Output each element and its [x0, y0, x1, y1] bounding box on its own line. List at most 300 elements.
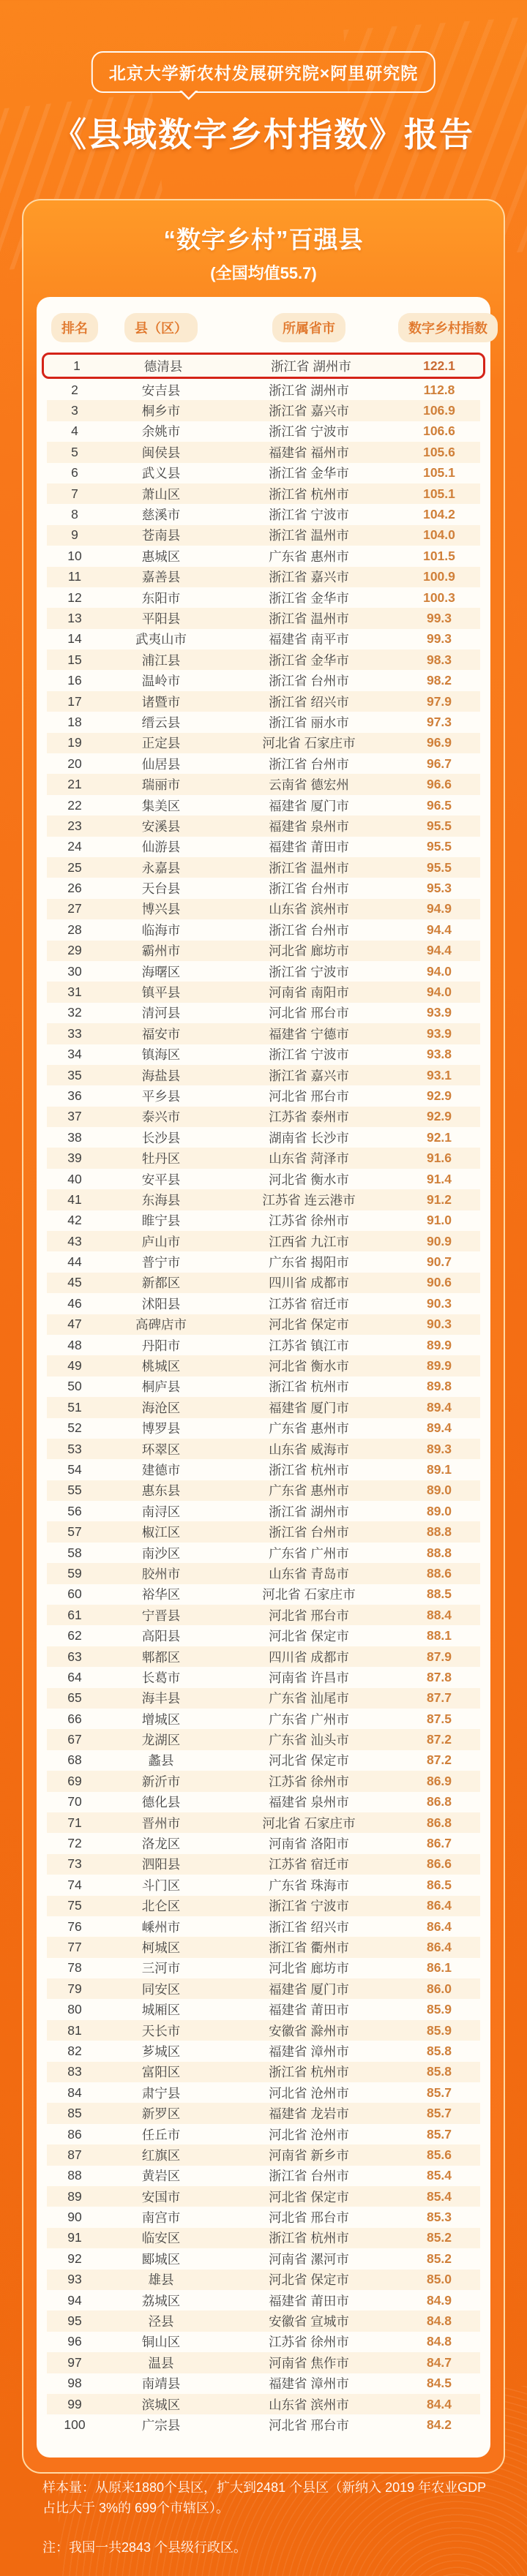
- table-row: [47, 2394, 480, 2414]
- province-cell: 浙江省 宁波市: [269, 1899, 349, 1914]
- province-cell: 四川省 成都市: [269, 1276, 349, 1291]
- rank-cell: 51: [67, 1399, 82, 1415]
- county-cell: 庐山市: [141, 1234, 181, 1249]
- index-cell: 87.8: [426, 1669, 452, 1684]
- table-row: [47, 546, 480, 566]
- county-cell: 城厢区: [141, 2003, 181, 2018]
- county-cell: 晋州市: [141, 1815, 181, 1831]
- index-cell: 97.3: [426, 714, 452, 729]
- rank-cell: 91: [67, 2230, 82, 2245]
- county-cell: 安平县: [141, 1172, 181, 1187]
- table-row: [47, 1543, 480, 1563]
- province-cell: 江苏省 徐州市: [269, 2335, 349, 2350]
- rank-cell: 20: [67, 756, 82, 771]
- rank-cell: 37: [67, 1109, 82, 1124]
- county-cell: 桐庐县: [141, 1379, 181, 1395]
- index-cell: 86.0: [426, 1981, 452, 1996]
- county-cell: 郫都区: [141, 1649, 181, 1665]
- county-cell: 瑞丽市: [141, 777, 181, 793]
- province-cell: 河北省 衡水市: [269, 1172, 349, 1187]
- table-row: [47, 816, 480, 836]
- rank-cell: 92: [67, 2251, 82, 2266]
- county-cell: 黄岩区: [141, 2169, 181, 2184]
- province-cell: 河北省 石家庄市: [262, 736, 356, 751]
- province-cell: 河北省 邢台市: [269, 1608, 349, 1623]
- index-cell: 92.9: [426, 1088, 452, 1103]
- province-cell: 浙江省 衢州市: [269, 1940, 349, 1955]
- province-cell: 广东省 汕尾市: [269, 1691, 349, 1706]
- province-cell: 河南省 漯河市: [269, 2251, 349, 2267]
- rank-cell: 63: [67, 1649, 82, 1664]
- rank-cell: 31: [67, 984, 82, 1000]
- county-cell: 安吉县: [141, 383, 181, 398]
- index-cell: 98.3: [426, 652, 452, 667]
- rank-cell: 82: [67, 2043, 82, 2058]
- table-row: [47, 1584, 480, 1605]
- province-cell: 浙江省 宁波市: [269, 964, 349, 979]
- province-cell: 福建省 莆田市: [269, 840, 349, 855]
- index-cell: 85.4: [426, 2188, 452, 2204]
- province-cell: 河北省 衡水市: [269, 1359, 349, 1374]
- province-cell: 云南省 德宏州: [269, 777, 349, 793]
- province-cell: 河北省 邢台市: [269, 2417, 349, 2433]
- province-cell: 安徽省 滁州市: [269, 2023, 349, 2038]
- rank-cell: 60: [67, 1586, 82, 1602]
- table-row: [47, 2207, 480, 2227]
- county-cell: 安溪县: [141, 818, 181, 834]
- county-cell: 斗门区: [141, 1878, 181, 1893]
- province-cell: 浙江省 湖州市: [269, 383, 349, 398]
- rank-cell: 3: [71, 403, 78, 418]
- province-cell: 福建省 泉州市: [269, 1795, 349, 1810]
- province-cell: 江西省 九江市: [269, 1234, 349, 1249]
- rank-cell: 80: [67, 2002, 82, 2017]
- index-cell: 87.2: [426, 1752, 452, 1768]
- footnote-total-counties: 注：我国一共2843 个县级行政区。: [42, 2539, 247, 2555]
- province-cell: 福建省 漳州市: [269, 2376, 349, 2392]
- table-row: [47, 2248, 480, 2269]
- index-cell: 85.7: [426, 2084, 452, 2100]
- index-cell: 89.3: [426, 1441, 452, 1456]
- province-cell: 江苏省 连云港市: [262, 1192, 356, 1208]
- province-cell: 河南省 许昌市: [269, 1670, 349, 1685]
- index-cell: 86.5: [426, 1877, 452, 1892]
- rank-cell: 85: [67, 2106, 82, 2121]
- province-cell: 浙江省 宁波市: [269, 508, 349, 523]
- index-cell: 106.9: [423, 403, 455, 418]
- county-cell: 天台县: [141, 881, 181, 897]
- index-cell: 94.9: [426, 901, 452, 916]
- county-cell: 余姚市: [141, 424, 181, 440]
- table-row: [47, 2103, 480, 2123]
- index-cell: 85.2: [426, 2251, 452, 2266]
- index-cell: 86.1: [426, 1960, 452, 1976]
- index-cell: 91.4: [426, 1171, 452, 1186]
- index-cell: 91.6: [426, 1150, 452, 1166]
- province-cell: 河北省 保定市: [269, 2189, 349, 2204]
- table-row: [47, 1314, 480, 1335]
- county-cell: 裕华区: [141, 1587, 181, 1603]
- index-cell: 91.2: [426, 1191, 452, 1207]
- county-cell: 红旗区: [141, 2147, 181, 2163]
- rank-cell: 24: [67, 839, 82, 854]
- rank-cell: 7: [71, 486, 78, 501]
- province-cell: 福建省 南平市: [269, 632, 349, 647]
- rank-cell: 72: [67, 1836, 82, 1851]
- province-cell: 河北省 廊坊市: [269, 944, 349, 959]
- county-cell: 洛龙区: [141, 1837, 181, 1852]
- county-cell: 安国市: [141, 2189, 181, 2204]
- table-row: [47, 941, 480, 961]
- province-cell: 河北省 保定市: [269, 2272, 349, 2288]
- rank-cell: 70: [67, 1794, 82, 1809]
- province-cell: 福建省 宁德市: [269, 1026, 349, 1042]
- table-row: [47, 1833, 480, 1853]
- county-cell: 环翠区: [141, 1442, 181, 1457]
- province-cell: 浙江省 丽水市: [269, 715, 349, 730]
- index-cell: 89.4: [426, 1420, 452, 1436]
- table-row: [47, 774, 480, 794]
- index-cell: 92.9: [426, 1109, 452, 1124]
- table-row: [47, 1667, 480, 1687]
- province-cell: 浙江省 金华市: [269, 466, 349, 481]
- index-cell: 86.4: [426, 1918, 452, 1934]
- index-cell: 100.9: [423, 569, 455, 584]
- province-cell: 山东省 滨州市: [269, 902, 349, 917]
- index-cell: 84.8: [426, 2313, 452, 2329]
- county-cell: 清河县: [141, 1006, 181, 1021]
- index-cell: 85.9: [426, 2022, 452, 2038]
- county-cell: 霸州市: [141, 944, 181, 959]
- province-cell: 浙江省 台州市: [269, 922, 349, 938]
- county-cell: 任丘市: [141, 2127, 181, 2142]
- province-cell: 广东省 汕头市: [269, 1733, 349, 1748]
- table-row: [47, 1937, 480, 1957]
- rank-cell: 21: [67, 777, 82, 792]
- province-cell: 福建省 漳州市: [269, 2044, 349, 2059]
- province-cell: 浙江省 湖州市: [269, 1504, 349, 1519]
- rank-cell: 15: [67, 652, 82, 667]
- rank-cell: 9: [71, 527, 78, 543]
- county-cell: 博兴县: [141, 902, 181, 917]
- index-cell: 94.0: [426, 963, 452, 979]
- table-row: [47, 1875, 480, 1895]
- province-cell: 山东省 滨州市: [269, 2397, 349, 2412]
- county-cell: 增城区: [141, 1711, 181, 1727]
- table-row: [47, 1646, 480, 1667]
- table-row: [47, 1065, 480, 1085]
- table-row: [47, 2290, 480, 2311]
- table-row: [47, 2332, 480, 2352]
- table-row: [47, 1916, 480, 1937]
- rank-cell: 81: [67, 2022, 82, 2038]
- rank-cell: 68: [67, 1752, 82, 1768]
- table-row: [47, 2311, 480, 2331]
- index-cell: 85.3: [426, 2210, 452, 2225]
- index-cell: 86.4: [426, 1898, 452, 1913]
- province-cell: 浙江省 台州市: [269, 756, 349, 772]
- index-cell: 84.7: [426, 2354, 452, 2370]
- rank-cell: 45: [67, 1275, 82, 1290]
- rank-cell: 1: [73, 358, 81, 373]
- rank-cell: 23: [67, 818, 82, 833]
- table-row: [42, 353, 485, 379]
- index-cell: 88.5: [426, 1586, 452, 1602]
- province-cell: 广东省 广州市: [269, 1545, 349, 1561]
- county-cell: 慈溪市: [141, 508, 181, 523]
- rank-cell: 99: [67, 2396, 82, 2411]
- county-cell: 富阳区: [141, 2065, 181, 2080]
- province-cell: 浙江省 宁波市: [269, 1047, 349, 1063]
- province-cell: 浙江省 杭州市: [269, 1463, 349, 1477]
- table-row: [47, 1210, 480, 1231]
- county-cell: 武夷山市: [135, 632, 187, 647]
- county-cell: 临海市: [141, 922, 181, 938]
- rank-cell: 89: [67, 2188, 82, 2204]
- rank-cell: 38: [67, 1129, 82, 1145]
- rank-cell: 44: [67, 1254, 82, 1270]
- rank-cell: 90: [67, 2210, 82, 2225]
- rank-cell: 8: [71, 507, 78, 522]
- publisher-badge-text: 北京大学新农村发展研究院×阿里研究院: [108, 64, 419, 83]
- county-cell: 东阳市: [141, 590, 181, 606]
- province-cell: 河南省 洛阳市: [269, 1837, 349, 1852]
- county-cell: 新沂市: [141, 1774, 181, 1789]
- table-row: [47, 961, 480, 982]
- county-cell: 浦江县: [141, 652, 181, 668]
- county-cell: 荔城区: [141, 2293, 181, 2308]
- table-row: [47, 1792, 480, 1812]
- card-subtitle: (全国均值55.7): [210, 264, 317, 282]
- table-row: [47, 1107, 480, 1127]
- table-row: [47, 2414, 480, 2435]
- rank-cell: 64: [67, 1669, 82, 1684]
- county-cell: 武义县: [141, 466, 181, 481]
- county-cell: 海曙区: [141, 964, 181, 979]
- county-cell: 永嘉县: [141, 860, 181, 875]
- rank-cell: 11: [67, 569, 82, 584]
- province-cell: 浙江省 嘉兴市: [269, 1068, 349, 1083]
- table-row: [47, 608, 480, 628]
- province-cell: 广东省 惠州市: [269, 549, 349, 564]
- province-cell: 河北省 保定市: [269, 1317, 349, 1333]
- province-cell: 河北省 保定市: [269, 1753, 349, 1769]
- rank-cell: 88: [67, 2168, 82, 2183]
- province-cell: 江苏省 宿迁市: [269, 1296, 349, 1311]
- index-cell: 104.2: [423, 507, 455, 522]
- province-cell: 福建省 福州市: [269, 445, 349, 460]
- index-cell: 90.7: [426, 1254, 452, 1270]
- rank-cell: 58: [67, 1545, 82, 1560]
- rank-cell: 76: [67, 1918, 82, 1934]
- index-cell: 90.3: [426, 1295, 452, 1311]
- table-row: [47, 1521, 480, 1542]
- index-cell: 96.7: [426, 756, 452, 771]
- county-cell: 胶州市: [141, 1566, 181, 1581]
- table-row: [47, 1750, 480, 1771]
- index-cell: 89.0: [426, 1503, 452, 1518]
- county-cell: 苍南县: [141, 528, 181, 543]
- rank-cell: 84: [67, 2084, 82, 2100]
- table-row: [47, 1335, 480, 1355]
- province-cell: 浙江省 杭州市: [269, 2065, 349, 2080]
- table-row: [47, 1148, 480, 1168]
- table-row: [47, 1812, 480, 1833]
- province-cell: 河北省 邢台市: [269, 1006, 349, 1021]
- county-cell: 肃宁县: [141, 2085, 181, 2101]
- province-cell: 山东省 菏泽市: [269, 1151, 349, 1167]
- rank-cell: 93: [67, 2272, 82, 2287]
- province-cell: 浙江省 台州市: [269, 674, 349, 689]
- county-cell: 博罗县: [141, 1421, 181, 1436]
- province-cell: 河北省 保定市: [269, 1629, 349, 1644]
- index-cell: 85.4: [426, 2168, 452, 2183]
- index-cell: 122.1: [423, 358, 455, 373]
- index-cell: 105.1: [423, 486, 455, 501]
- table-row: [47, 1169, 480, 1189]
- table-row: [47, 691, 480, 712]
- rank-cell: 56: [67, 1503, 82, 1518]
- county-cell: 泾县: [148, 2314, 174, 2330]
- county-cell: 桐乡市: [141, 404, 181, 419]
- rank-cell: 4: [71, 423, 78, 439]
- county-cell: 萧山区: [141, 486, 181, 502]
- province-cell: 江苏省 镇江市: [269, 1338, 349, 1353]
- province-cell: 浙江省 杭州市: [269, 1379, 349, 1395]
- rank-cell: 30: [67, 963, 82, 979]
- index-cell: 84.5: [426, 2376, 452, 2391]
- index-cell: 97.9: [426, 693, 452, 709]
- index-cell: 95.5: [426, 839, 452, 854]
- county-cell: 嘉善县: [141, 570, 181, 585]
- index-cell: 88.8: [426, 1545, 452, 1560]
- table-row: [47, 2124, 480, 2144]
- index-cell: 84.9: [426, 2292, 452, 2308]
- table-row: [47, 1709, 480, 1729]
- rank-cell: 74: [67, 1877, 82, 1892]
- county-cell: 建德市: [141, 1463, 181, 1477]
- province-cell: 浙江省 台州市: [269, 2169, 349, 2184]
- county-cell: 牡丹区: [141, 1151, 181, 1167]
- rank-cell: 33: [67, 1025, 82, 1041]
- county-cell: 泗阳县: [141, 1857, 181, 1872]
- table-row: [47, 421, 480, 442]
- county-cell: 天长市: [141, 2023, 181, 2038]
- table-row: [47, 733, 480, 753]
- index-cell: 90.6: [426, 1275, 452, 1290]
- index-cell: 96.5: [426, 797, 452, 813]
- table-row: [47, 1127, 480, 1148]
- table-row: [47, 1605, 480, 1625]
- table-row: [47, 400, 480, 421]
- table-row: [47, 712, 480, 732]
- county-cell: 长葛市: [141, 1670, 181, 1685]
- table-row: [47, 567, 480, 587]
- table-row: [47, 1958, 480, 1978]
- county-cell: 滨城区: [141, 2397, 181, 2412]
- county-cell: 德清县: [143, 358, 183, 374]
- rank-cell: 46: [67, 1295, 82, 1311]
- index-cell: 89.4: [426, 1399, 452, 1415]
- index-cell: 84.4: [426, 2396, 452, 2411]
- province-cell: 浙江省 湖州市: [271, 358, 351, 374]
- province-cell: 河南省 新乡市: [269, 2147, 349, 2163]
- county-cell: 郾城区: [141, 2251, 181, 2267]
- province-cell: 浙江省 嘉兴市: [269, 570, 349, 585]
- table-row: [47, 1273, 480, 1293]
- rank-cell: 6: [71, 465, 78, 481]
- table-row: [47, 483, 480, 504]
- index-cell: 89.1: [426, 1462, 452, 1477]
- county-cell: 镇海区: [141, 1047, 181, 1063]
- index-cell: 91.0: [426, 1213, 452, 1228]
- rank-cell: 42: [67, 1213, 82, 1228]
- province-cell: 浙江省 绍兴市: [269, 694, 349, 709]
- province-cell: 江苏省 宿迁市: [269, 1857, 349, 1872]
- index-cell: 94.4: [426, 922, 452, 937]
- rank-cell: 83: [67, 2064, 82, 2079]
- county-cell: 南浔区: [141, 1504, 181, 1519]
- table-row: [47, 1978, 480, 1999]
- table-row: [47, 1729, 480, 1750]
- index-cell: 86.9: [426, 1773, 452, 1788]
- index-cell: 93.8: [426, 1047, 452, 1062]
- index-cell: 84.8: [426, 2334, 452, 2349]
- province-cell: 江苏省 徐州市: [269, 1774, 349, 1789]
- table-row: [47, 1293, 480, 1314]
- footnotes: [42, 2478, 493, 2558]
- county-cell: 德化县: [141, 1795, 181, 1810]
- county-cell: 嵊州市: [141, 1919, 181, 1935]
- rank-cell: 86: [67, 2126, 82, 2142]
- table-row: [47, 1688, 480, 1709]
- index-cell: 87.9: [426, 1649, 452, 1664]
- province-cell: 四川省 成都市: [269, 1649, 349, 1665]
- rank-cell: 52: [67, 1420, 82, 1436]
- page-title: 《县域数字乡村指数》报告: [53, 116, 474, 154]
- table-row: [47, 2270, 480, 2290]
- province-cell: 河北省 邢台市: [269, 1088, 349, 1104]
- rank-cell: 87: [67, 2147, 82, 2162]
- badge-tail-icon: [179, 91, 198, 101]
- rank-cell: 16: [67, 673, 82, 688]
- table-row: [47, 463, 480, 483]
- county-cell: 平乡县: [141, 1088, 181, 1104]
- table-row: [47, 919, 480, 940]
- table-row: [47, 2228, 480, 2248]
- table-row: [47, 504, 480, 524]
- index-cell: 88.4: [426, 1607, 452, 1622]
- index-cell: 100.3: [423, 590, 455, 605]
- county-cell: 仙居县: [141, 756, 181, 772]
- rank-cell: 14: [67, 631, 82, 647]
- table-row: [47, 1003, 480, 1023]
- table-row: [47, 1459, 480, 1480]
- index-cell: 106.6: [423, 423, 455, 439]
- table-row: [47, 1439, 480, 1459]
- table-row: [47, 2144, 480, 2165]
- index-cell: 88.8: [426, 1524, 452, 1540]
- index-cell: 95.5: [426, 859, 452, 875]
- province-cell: 河北省 沧州市: [269, 2085, 349, 2101]
- index-cell: 101.5: [423, 548, 455, 563]
- index-cell: 86.7: [426, 1836, 452, 1851]
- county-cell: 长沙县: [141, 1130, 181, 1145]
- publisher-badge: [91, 51, 436, 93]
- rank-cell: 94: [67, 2292, 82, 2308]
- table-row: [47, 1085, 480, 1106]
- county-cell: 闽侯县: [141, 445, 181, 460]
